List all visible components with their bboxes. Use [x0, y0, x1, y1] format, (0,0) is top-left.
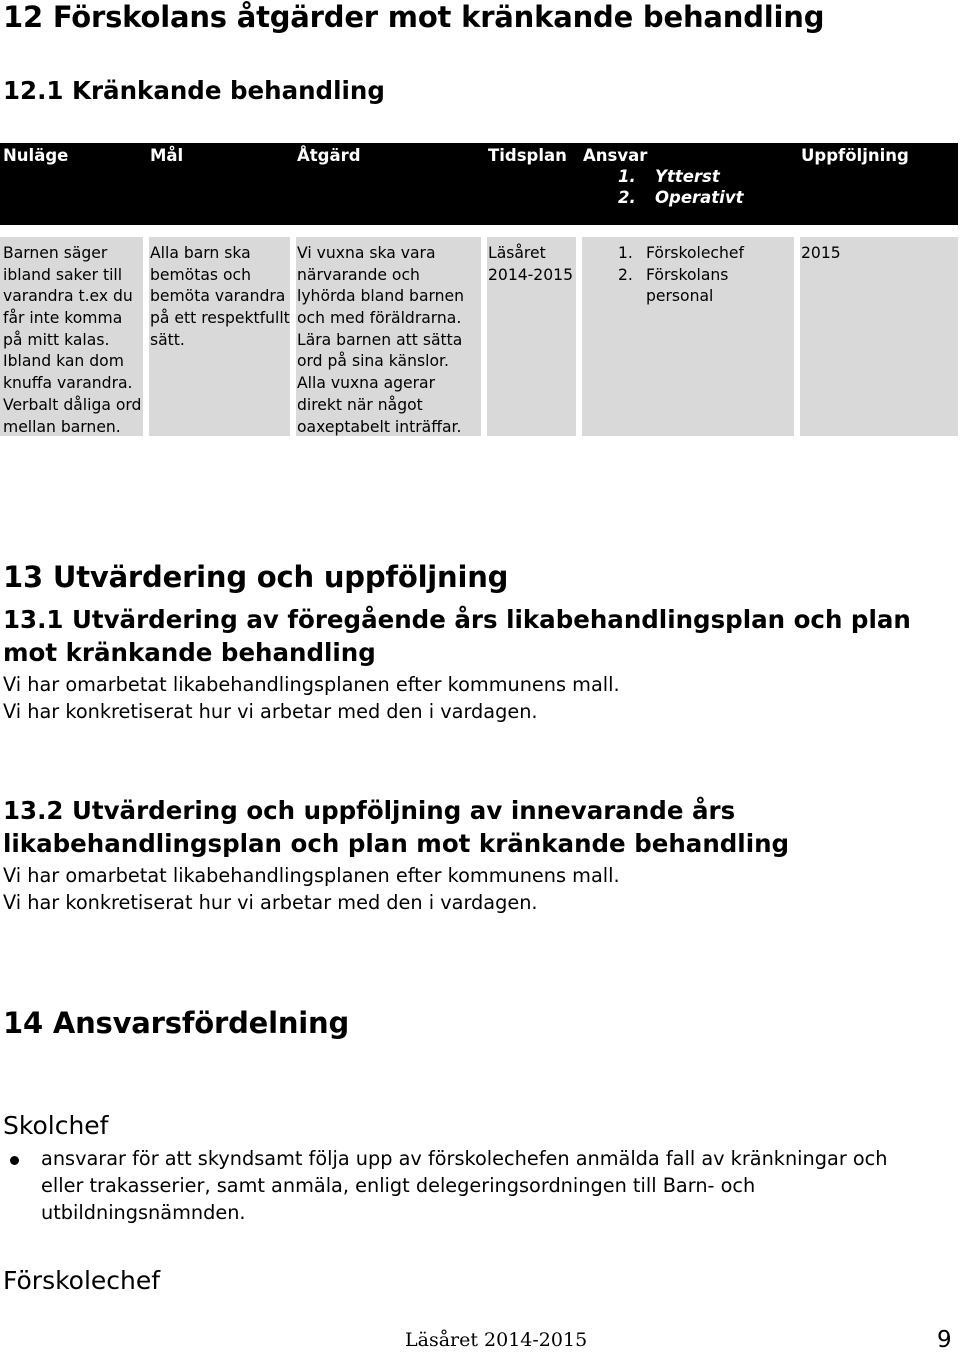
cell-atgard: [297, 243, 464, 438]
heading-line: 13.2 Utvärdering och uppföljning av innevarande års: [3, 796, 736, 825]
cell-line: bemötas och: [150, 265, 251, 284]
cell-line: Alla barn ska: [150, 244, 251, 262]
section-13-1-body: [3, 671, 620, 725]
cell-line: 2015: [801, 244, 841, 262]
column-separator: [576, 237, 582, 436]
cell-uppfoljning: [801, 243, 841, 265]
section-14-heading: 14 Ansvarsfördelning: [3, 1006, 350, 1040]
cell-line: ord på sina känslor.: [297, 352, 449, 371]
section-13-2-body: [3, 862, 620, 916]
cell-line: på ett respektfullt: [150, 309, 290, 328]
skolchef-heading: Skolchef: [3, 1111, 109, 1140]
cell-line: Barnen säger: [3, 244, 108, 262]
cell-line: Verbalt dåliga ord: [3, 395, 142, 414]
cell-line: sätt.: [150, 330, 185, 349]
heading-line: 13.1 Utvärdering av föregående års likabehandlingsplan och plan: [3, 605, 911, 634]
body-line: Vi har konkretiserat hur vi arbetar med den i vardagen.: [3, 700, 538, 723]
bullet-icon: [10, 1156, 19, 1165]
cell-line: 2014-2015: [488, 265, 573, 284]
cell-mal: [150, 243, 290, 351]
section-13-2-heading: [3, 794, 789, 860]
column-separator: [481, 237, 487, 436]
header-nulage: Nuläge: [3, 146, 69, 165]
section-12-1-heading: 12.1 Kränkande behandling: [3, 76, 385, 105]
footer-text: Läsåret 2014-2015: [405, 1329, 588, 1351]
ansvar-text: Förskolechef: [646, 244, 744, 262]
header-ansvar-num-2: 2.: [618, 188, 636, 207]
cell-line: Alla vuxna agerar: [297, 374, 436, 393]
heading-line: likabehandlingsplan och plan mot kränkande behandling: [3, 829, 790, 858]
ansvar-num: 1.: [618, 244, 633, 262]
bullet-line: ansvarar för att skyndsamt följa upp av förskolechefen anmälda fall av kränkningar och: [41, 1147, 888, 1170]
header-uppfoljning: Uppföljning: [801, 146, 909, 165]
cell-line: lyhörda bland barnen: [297, 287, 465, 306]
section-12-heading: 12 Förskolans åtgärder mot kränkande behandling: [3, 0, 825, 34]
header-atgard: Åtgärd: [297, 146, 361, 165]
cell-ansvar: [618, 243, 744, 308]
section-13-1-heading: [3, 603, 911, 669]
heading-line: mot kränkande behandling: [3, 638, 376, 667]
header-ansvar-ytterst: Ytterst: [655, 167, 720, 186]
body-line: Vi har konkretiserat hur vi arbetar med den i vardagen.: [3, 891, 538, 914]
ansvar-num: 2.: [618, 265, 633, 284]
ansvar-item-cont: [618, 286, 744, 308]
page-number: 9: [937, 1327, 952, 1353]
cell-line: ibland saker till: [3, 265, 123, 284]
cell-nulage: [3, 243, 141, 438]
bullet-line: utbildningsnämnden.: [41, 1201, 246, 1224]
cell-line: Vi vuxna ska vara: [297, 244, 436, 262]
cell-line: varandra t.ex du: [3, 287, 133, 306]
cell-line: på mitt kalas.: [3, 330, 110, 349]
cell-line: bemöta varandra: [150, 287, 286, 306]
column-separator: [143, 237, 149, 436]
header-ansvar-operativt: Operativt: [655, 188, 744, 207]
bullet-text: [41, 1145, 888, 1224]
ansvar-item: [618, 265, 744, 287]
cell-line: närvarande och: [297, 265, 420, 284]
ansvar-item: [618, 243, 744, 265]
header-mal: Mål: [150, 146, 184, 165]
cell-line: Läsåret: [488, 244, 546, 262]
cell-line: direkt när något: [297, 395, 423, 414]
ansvar-text: Förskolans: [646, 265, 729, 284]
cell-line: mellan barnen.: [3, 417, 121, 436]
ansvar-text: personal: [646, 287, 714, 306]
cell-line: knuffa varandra.: [3, 374, 133, 393]
header-ansvar: Ansvar: [583, 146, 648, 165]
table-row: [0, 237, 958, 436]
section-13-heading: 13 Utvärdering och uppföljning: [3, 560, 509, 594]
header-tidsplan: Tidsplan: [488, 146, 567, 165]
bullet-line: eller trakasserier, samt anmäla, enligt delegeringsordningen till Barn- och: [41, 1174, 756, 1197]
column-separator: [794, 237, 800, 436]
body-line: Vi har omarbetat likabehandlingsplanen efter kommunens mall.: [3, 673, 620, 696]
table-header-row: [0, 143, 958, 225]
column-separator: [290, 237, 296, 436]
cell-line: oaxeptabelt inträffar.: [297, 417, 462, 436]
header-ansvar-num-1: 1.: [618, 167, 636, 186]
body-line: Vi har omarbetat likabehandlingsplanen efter kommunens mall.: [3, 864, 620, 887]
cell-line: och med föräldrarna.: [297, 309, 462, 328]
forskolechef-heading: Förskolechef: [3, 1266, 161, 1295]
cell-line: får inte komma: [3, 309, 123, 328]
cell-tidsplan: [488, 243, 573, 286]
cell-line: Lära barnen att sätta: [297, 330, 463, 349]
cell-line: Ibland kan dom: [3, 352, 124, 371]
